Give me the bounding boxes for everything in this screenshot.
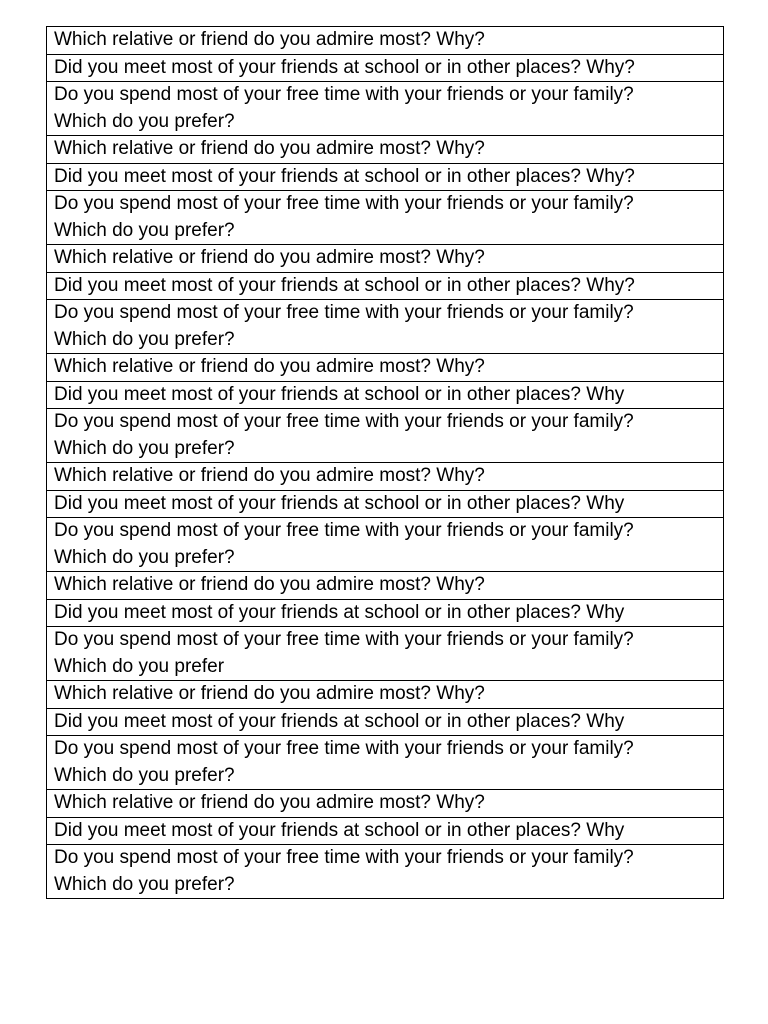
table-row: [47, 599, 724, 627]
question-cell: Do you spend most of your free time with your friends or your family? Which do you prefer?: [47, 82, 724, 136]
table-row: [47, 490, 724, 518]
table-row: [47, 736, 724, 790]
table-row: [47, 381, 724, 409]
question-cell: Do you spend most of your free time with your friends or your family? Which do you prefer?: [47, 191, 724, 245]
question-cell: Did you meet most of your friends at school or in other places? Why?: [47, 54, 724, 82]
question-cell: Did you meet most of your friends at school or in other places? Why: [47, 817, 724, 845]
question-cell: Which relative or friend do you admire most? Why?: [47, 681, 724, 709]
table-row: [47, 572, 724, 600]
table-row: [47, 463, 724, 491]
table-row: [47, 627, 724, 681]
table-row: [47, 845, 724, 899]
question-cell: Which relative or friend do you admire most? Why?: [47, 463, 724, 491]
table-row: [47, 817, 724, 845]
question-cell: Do you spend most of your free time with your friends or your family? Which do you prefer?: [47, 300, 724, 354]
question-cell: Do you spend most of your free time with your friends or your family? Which do you prefer?: [47, 845, 724, 899]
question-cell: Did you meet most of your friends at school or in other places? Why: [47, 381, 724, 409]
question-cell: Do you spend most of your free time with your friends or your family? Which do you prefer?: [47, 736, 724, 790]
table-row: [47, 82, 724, 136]
table-row: [47, 708, 724, 736]
table-row: [47, 300, 724, 354]
question-cell: Did you meet most of your friends at school or in other places? Why?: [47, 272, 724, 300]
table-row: [47, 54, 724, 82]
question-cell: Did you meet most of your friends at school or in other places? Why?: [47, 163, 724, 191]
question-cell: Which relative or friend do you admire most? Why?: [47, 27, 724, 55]
table-row: [47, 272, 724, 300]
question-cell: Which relative or friend do you admire most? Why?: [47, 572, 724, 600]
question-cell: Which relative or friend do you admire most? Why?: [47, 790, 724, 818]
table-row: [47, 245, 724, 273]
question-cell: Which relative or friend do you admire most? Why?: [47, 245, 724, 273]
table-row: [47, 27, 724, 55]
question-cell: Do you spend most of your free time with your friends or your family? Which do you prefer: [47, 627, 724, 681]
table-row: [47, 136, 724, 164]
table-row: [47, 354, 724, 382]
table-row: [47, 518, 724, 572]
table-row: [47, 790, 724, 818]
question-cell: Which relative or friend do you admire most? Why?: [47, 136, 724, 164]
question-cell: Which relative or friend do you admire most? Why?: [47, 354, 724, 382]
table-row: [47, 681, 724, 709]
question-cell: Did you meet most of your friends at school or in other places? Why: [47, 708, 724, 736]
question-cell: Did you meet most of your friends at school or in other places? Why: [47, 490, 724, 518]
table-row: [47, 409, 724, 463]
questions-table: [46, 26, 724, 899]
table-row: [47, 191, 724, 245]
question-cell: Do you spend most of your free time with your friends or your family? Which do you prefer?: [47, 518, 724, 572]
question-cell: Did you meet most of your friends at school or in other places? Why: [47, 599, 724, 627]
question-cell: Do you spend most of your free time with your friends or your family? Which do you prefer?: [47, 409, 724, 463]
table-row: [47, 163, 724, 191]
